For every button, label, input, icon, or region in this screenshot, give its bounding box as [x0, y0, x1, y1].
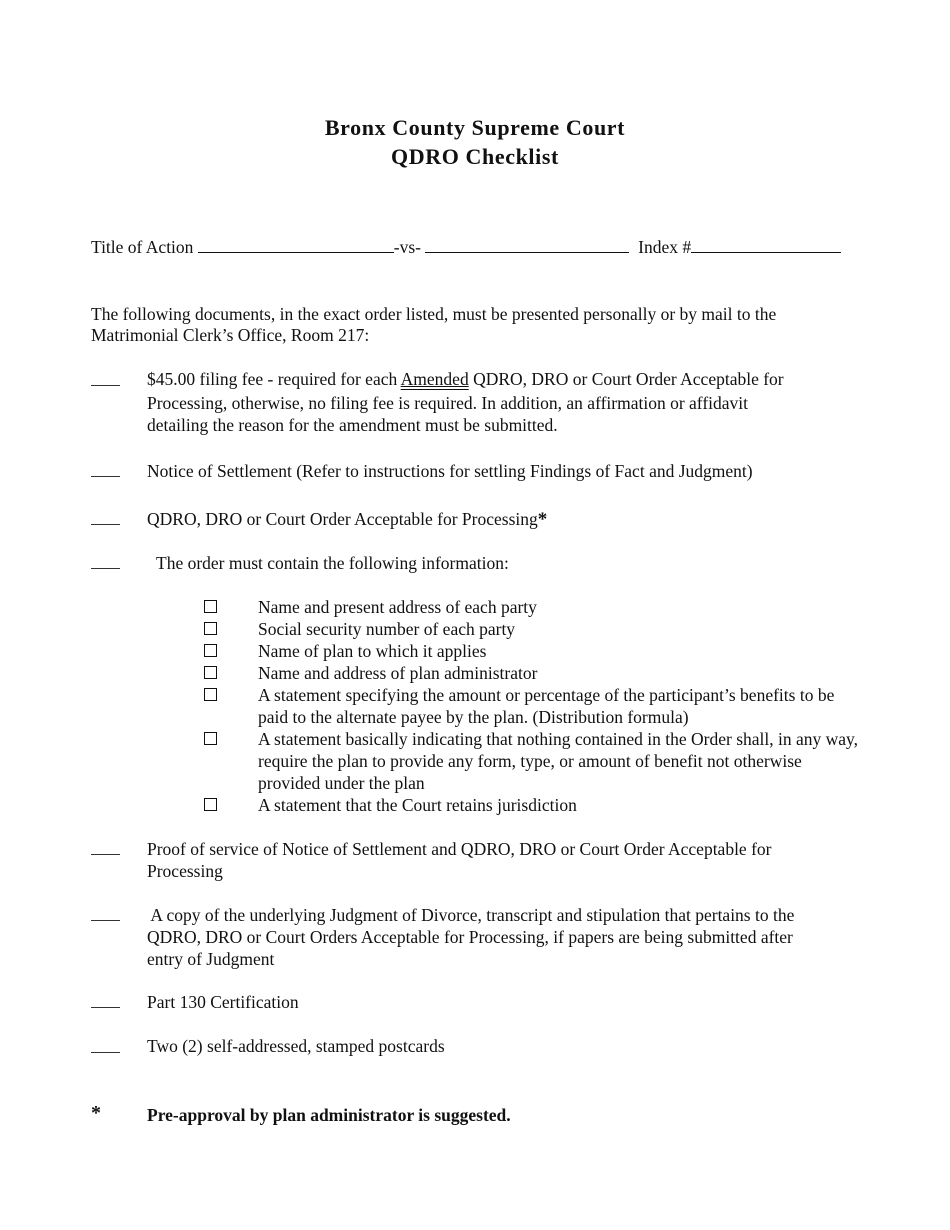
vs-label: -vs- [393, 237, 422, 257]
checkbox[interactable] [204, 600, 217, 613]
check-blank[interactable] [91, 920, 120, 921]
document-title: Bronx County Supreme Court [324, 115, 626, 140]
notice-item: Notice of Settlement (Refer to instructions for settling Findings of Fact and Judgment) [147, 461, 753, 481]
sublist-item: A statement basically indicating that nothing contained in the Order shall, in any way, require the plan to provide any form, type, or amount of benefit not otherwise provided under the plan [258, 729, 859, 793]
title-of-action-label: Title of Action [91, 237, 194, 257]
copy-item [147, 904, 867, 970]
footnote-marker: * [91, 1102, 101, 1124]
part130-item: Part 130 Certification [147, 992, 299, 1012]
copy-line-1: A copy of the underlying Judgment of Divorce, transcript and stipulation that pertains to the [147, 905, 795, 925]
sublist-item: Name and present address of each party [258, 597, 537, 617]
index-label: Index # [638, 237, 692, 257]
defendant-field[interactable] [425, 236, 629, 253]
qdro-item [147, 508, 867, 532]
document-subtitle: QDRO Checklist [391, 144, 559, 169]
check-blank[interactable] [91, 476, 120, 477]
footnote-text: Pre-approval by plan administrator is suggested. [147, 1105, 511, 1125]
qdro-text: QDRO, DRO or Court Order Acceptable for Processing [147, 509, 538, 529]
proof-line-2: Processing [147, 861, 223, 881]
checkbox[interactable] [204, 666, 217, 679]
fee-line-3: detailing the reason for the amendment must be submitted. [147, 415, 558, 435]
index-number-field[interactable] [691, 236, 841, 253]
check-blank[interactable] [91, 385, 120, 386]
checkbox[interactable] [204, 622, 217, 635]
sublist-item: Social security number of each party [258, 619, 516, 639]
fee-line-2: Processing, otherwise, no filing fee is required. In addition, an affirmation or affidavit [147, 393, 748, 413]
proof-item [147, 838, 867, 882]
check-blank[interactable] [91, 524, 120, 525]
checkbox[interactable] [204, 644, 217, 657]
amended-text: Amended [400, 369, 469, 389]
sublist-item: Name of plan to which it applies [258, 641, 487, 661]
check-blank[interactable] [91, 854, 120, 855]
checkbox[interactable] [204, 732, 217, 745]
fee-text: $45.00 filing fee - required for each [147, 369, 401, 389]
copy-line-3: entry of Judgment [147, 949, 275, 969]
copy-line-2: QDRO, DRO or Court Orders Acceptable for Processing, if papers are being submitted after [147, 927, 793, 947]
fee-text-cont: QDRO, DRO or Court Order Acceptable for [468, 369, 784, 389]
sublist-item: Name and address of plan administrator [258, 663, 538, 683]
checkbox[interactable] [204, 798, 217, 811]
check-blank[interactable] [91, 568, 120, 569]
title-of-action-row [91, 236, 841, 258]
order-contain-item: The order must contain the following information: [156, 553, 509, 573]
check-blank[interactable] [91, 1007, 120, 1008]
plaintiff-field[interactable] [198, 236, 394, 253]
check-blank[interactable] [91, 1052, 120, 1053]
proof-line-1: Proof of service of Notice of Settlement and QDRO, DRO or Court Order Acceptable for [147, 839, 772, 859]
asterisk-marker: * [537, 509, 548, 530]
postcards-item: Two (2) self-addressed, stamped postcards [147, 1036, 445, 1056]
sublist-item: A statement that the Court retains jurisdiction [258, 795, 577, 815]
intro-line-2: Matrimonial Clerk’s Office, Room 217: [91, 325, 370, 345]
fee-item [147, 368, 867, 436]
sublist-item: A statement specifying the amount or percentage of the participant’s benefits to be paid to the alternate payee by the plan. (Distribution formula) [258, 685, 835, 727]
checkbox[interactable] [204, 688, 217, 701]
intro-line-1: The following documents, in the exact order listed, must be presented personally or by mail to the [91, 304, 777, 324]
